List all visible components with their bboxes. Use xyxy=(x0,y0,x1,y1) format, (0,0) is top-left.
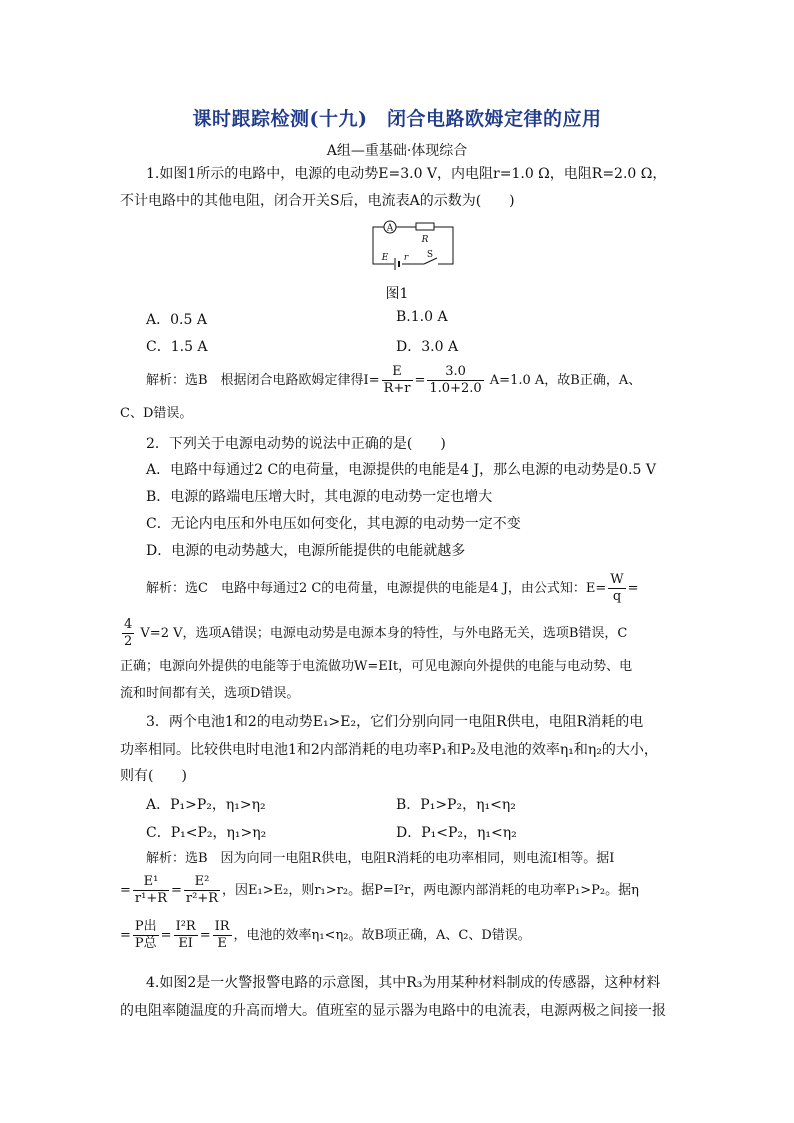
figure1-caption: 图1 xyxy=(385,286,409,302)
q2-option-a: A．电路中每通过2 C的电荷量，电源提供的电能是4 J，那么电源的电动势是0.5 V xyxy=(146,462,656,478)
switch-label: S xyxy=(426,250,434,260)
resistor-label: R xyxy=(421,235,429,245)
q3-stem-line2: 功率相同。比较供电时电池1和2内部消耗的电功率P₁和P₂及电池的效率η₁和η₂的大小， xyxy=(120,742,658,758)
fraction-e-over-rr: $\frac{E}{R+r}$ xyxy=(383,364,411,396)
q2-option-d: D．电源的电动势越大，电源所能提供的电能就越多 xyxy=(146,543,466,559)
section-subtitle: A组—重基础·体现综合 xyxy=(326,143,468,159)
circuit-diagram-figure1 xyxy=(368,218,458,270)
q3-option-c: C．P₁<P₂，η₁>η₂ xyxy=(146,825,267,841)
q4-stem-line1: 4.如图2是一火警报警电路的示意图，其中R₃为用某种材料制成的传感器，这种材料 xyxy=(146,975,661,991)
q1-stem-line2: 不计电路中的其他电阻，闭合开关S后，电流表A的示数为( ) xyxy=(120,193,515,209)
q3-option-a: A．P₁>P₂，η₁>η₂ xyxy=(146,797,266,813)
internal-resistance-label: r xyxy=(403,253,409,263)
q2-option-b: B．电源的路端电压增大时，其电源的电动势一定也增大 xyxy=(146,489,493,505)
q1-option-d: D．3.0 A xyxy=(396,339,459,355)
q4-stem-line2: 的电阻率随温度的升高而增大。值班室的显示器为电路中的电流表，电源两极之间接一报 xyxy=(120,1003,666,1019)
q3-stem-line1: 3．两个电池1和2的电动势E₁>E₂，它们分别向同一电阻R供电，电阻R消耗的电 xyxy=(146,714,644,730)
q1-analysis-line2: C、D错误。 xyxy=(120,406,193,421)
fraction-3-over-sum: $\frac{3.0}{1.0+2.0}$ xyxy=(429,364,482,396)
q2-analysis-line1: 解析：选C 电路中每通过2 C的电荷量，电源提供的电能是4 J，由公式知：E= $\frac{W}{q}$ = xyxy=(146,572,639,604)
q3-analysis-line2: = $\frac{\text{E¹}}{\text{r¹+R}}$ = $\frac{\text{E²}}{\text{r²+R}}$ ，因E₁>E₂，则r₁>r₂。据P=I²r，两电源内部消耗的电功率P₁>P₂。据η xyxy=(120,874,639,906)
emf-label: E xyxy=(381,253,389,263)
q3-stem-line3: 则有( ) xyxy=(120,768,187,784)
resistor-symbol xyxy=(416,223,434,230)
q3-option-d: D．P₁<P₂，η₁<η₂ xyxy=(396,825,517,841)
q2-analysis-line2: $\frac{4}{2}$ V=2 V，选项A错误；电源电动势是电源本身的特性，与外电路无关，选项B错误，C xyxy=(124,617,628,649)
q1-option-b: B.1.0 A xyxy=(396,309,448,325)
q1-option-c: C．1.5 A xyxy=(146,339,208,355)
q1-analysis-line1: 解析：选B 根据闭合电路欧姆定律得I= $\frac{E}{R+r}$ = $\frac{3.0}{1.0+2.0}$ A=1.0 A，故B正确，A、 xyxy=(146,364,642,396)
q2-option-c: C．无论内电压和外电压如何变化，其电源的电动势一定不变 xyxy=(146,516,521,532)
ammeter-label: A xyxy=(386,223,394,234)
page-title: 课时跟踪检测(十九) 闭合电路欧姆定律的应用 xyxy=(192,108,602,130)
q3-analysis-line3: = $\frac{\text{P出}}{\text{P总}}$ = $\frac{\text{I²R}}{EI}$ = $\frac{IR}{E}$ ，电池的效率η₁<η₂。故B项正确，A、C、D错误。 xyxy=(120,919,531,951)
q2-analysis-line3: 正确；电源向外提供的电能等于电流做功W=EIt，可见电源向外提供的电能与电动势、电 xyxy=(120,659,633,674)
q1-stem-line1: 1.如图1所示的电路中，电源的电动势E=3.0 V，内电阻r=1.0 Ω，电阻R=2.0 Ω， xyxy=(146,166,667,182)
q1-option-a: A．0.5 A xyxy=(146,312,207,328)
q3-analysis-line1: 解析：选B 因为向同一电阻R供电，电阻R消耗的电功率相同，则电流I相等。据I xyxy=(146,851,615,866)
q3-option-b: B．P₁>P₂，η₁<η₂ xyxy=(396,797,516,813)
q2-analysis-line4: 流和时间都有关，选项D错误。 xyxy=(120,686,300,701)
q2-stem: 2．下列关于电源电动势的说法中正确的是( ) xyxy=(146,436,446,452)
